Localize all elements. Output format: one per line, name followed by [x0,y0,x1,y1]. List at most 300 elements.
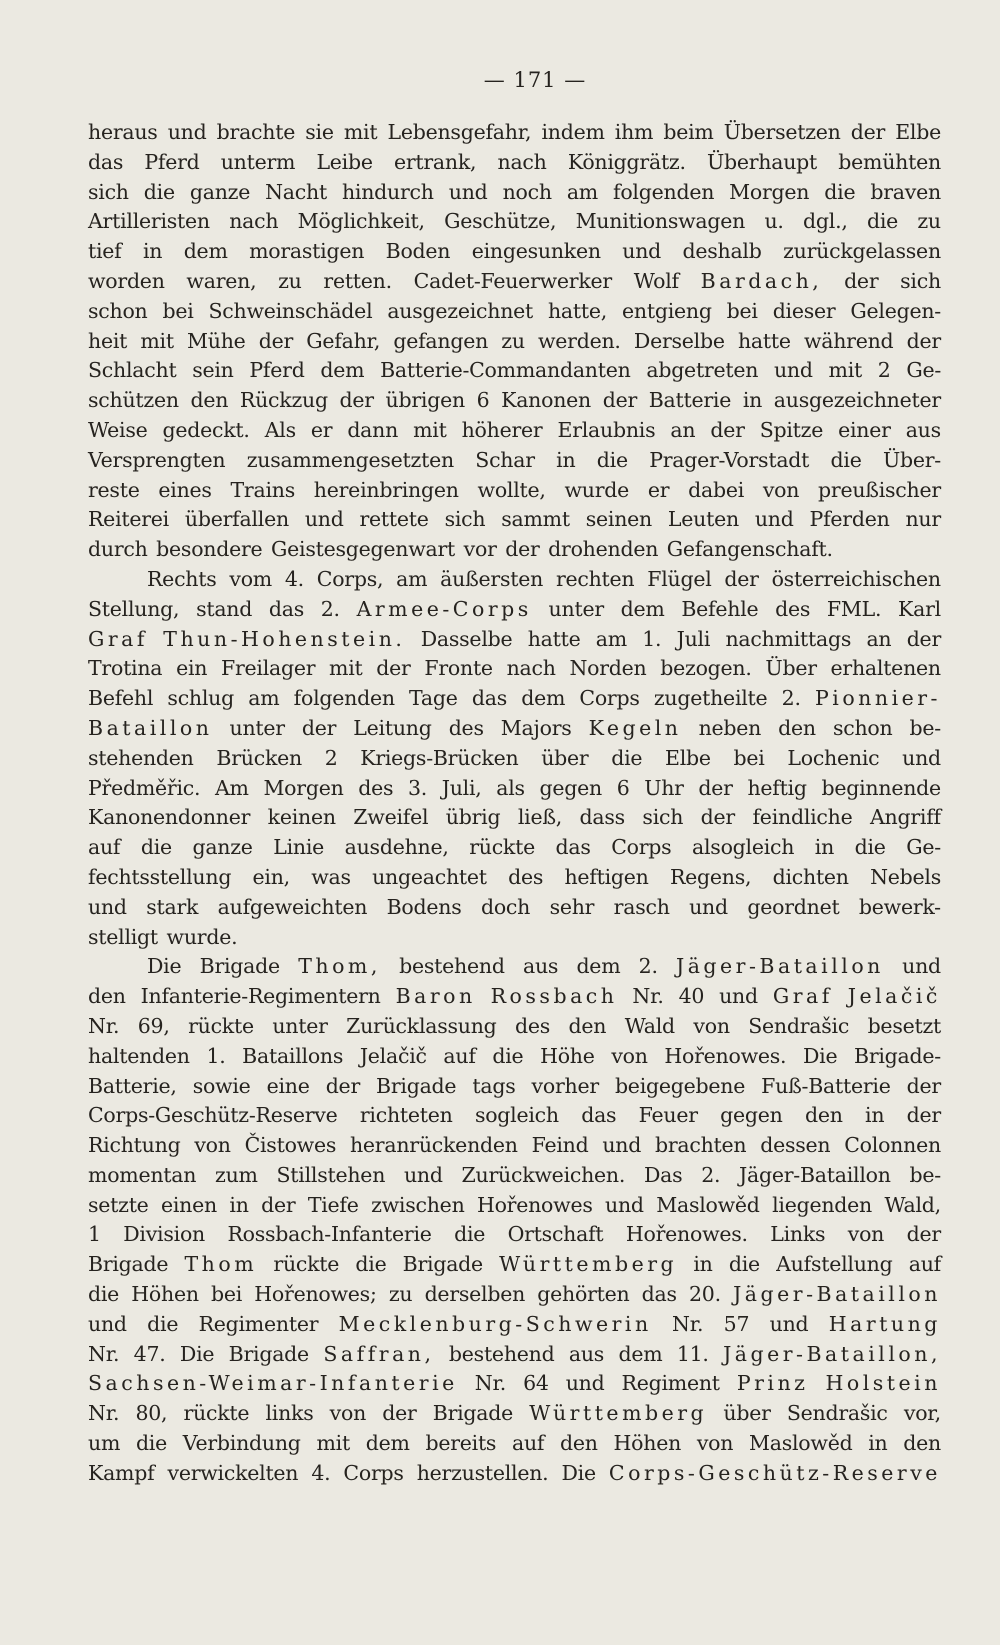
word: Corps [611,835,672,860]
word: Holstein [825,1371,941,1396]
text-line [88,714,941,744]
word: Corps [343,1460,404,1485]
word: braven [870,179,941,204]
word: Die [147,954,182,979]
word: sammt [501,507,570,532]
text-line [88,476,941,506]
word: den [804,1103,843,1128]
text-line [88,982,941,1012]
text-line [88,148,941,178]
word: vor [463,537,497,562]
word: ganze [189,179,251,204]
word: der [724,566,759,591]
word: des [358,775,394,800]
word: dem [618,1341,663,1366]
word: 4. [311,1460,331,1485]
word: zum [215,1162,258,1187]
word: die [611,745,643,770]
word: Leuten [667,507,739,532]
word: von [693,1013,730,1038]
word: in [142,239,163,264]
word: in [868,1431,888,1456]
word: ausdehne, [344,835,449,860]
word: links [265,1401,314,1426]
word: deshalb [682,239,762,264]
word: Jelačič [847,984,941,1009]
word: stelligt [88,924,158,949]
word: rettete [359,507,429,532]
word: Geschütze, [444,209,557,234]
word: Angriff [869,805,941,830]
word: Bardach, [700,268,823,293]
word: der [844,268,879,293]
word: der [700,805,735,830]
word: gegen [720,1103,783,1128]
word: neben [698,715,762,740]
word: gefangen [393,328,489,353]
word: Jelačič [359,1043,427,1068]
text-line [88,535,941,565]
word: Wald, [884,1192,941,1217]
word: Über- [882,447,941,472]
word: heftig [747,775,807,800]
word: die [88,1282,120,1307]
word: hatte, [547,298,608,323]
word: Brigade [228,1341,309,1366]
word: einen [160,1192,217,1217]
word: Höhe [540,1043,595,1068]
word: schützen [88,388,179,413]
word: um [88,1431,121,1456]
word: Kanonendonner [88,805,251,830]
word: dieser [772,298,836,323]
word: Trotina [88,656,163,681]
word: Als [264,417,296,442]
word: Nr. [474,1371,507,1396]
word: den [560,1431,598,1456]
word: Wald [624,1013,675,1038]
word: Bataillons [242,1043,344,1068]
word: in [865,1103,885,1128]
word: eines [158,477,212,502]
word: Links [770,1222,826,1247]
word: 47. [133,1341,166,1366]
word: Regens, [669,864,752,889]
word: Weise [88,417,148,442]
word: am [566,179,598,204]
word: und [902,745,941,770]
word: an [670,417,696,442]
word: Schlacht [88,358,177,383]
word: Armee-Corps [356,596,532,621]
word: Regimenter [198,1311,319,1336]
word: die [830,447,862,472]
word: entgieng [622,298,712,323]
word: einer [838,417,891,442]
word: mit [828,358,862,383]
word: Maslowěd [749,1431,853,1456]
word: zurückgelassen [783,239,941,264]
word: Bodens [386,894,462,919]
word: Feuer [638,1103,698,1128]
word: richteten [359,1103,453,1128]
word: und [88,1311,127,1336]
word: Graf [88,626,148,651]
word: und [602,1133,642,1158]
word: zu [388,1282,413,1307]
word: Gelegen- [850,298,941,323]
word: dem [576,954,621,979]
text-line [88,923,941,953]
text-line [88,595,941,625]
word: be- [909,1162,941,1187]
word: Schweinschädel [208,298,373,323]
word: von [194,1133,231,1158]
word: das [268,596,305,621]
word: seinen [585,507,653,532]
word: Derselbe [633,328,725,353]
word: eine [266,1073,310,1098]
text-line [88,386,941,416]
word: Dasselbe [420,626,513,651]
word: dem [365,1431,410,1456]
word: tief [88,239,122,264]
word: erhaltenen [830,656,941,681]
word: Batterie [648,388,732,413]
word: dem [320,358,365,383]
word: bestehend [399,954,505,979]
word: Württemberg [529,1401,708,1426]
word: Rossbach [490,984,618,1009]
word: von [696,1431,734,1456]
word: 2 [324,745,338,770]
word: rückte [469,835,535,860]
word: Nr. [88,1401,120,1426]
text-line [88,416,941,446]
text-line [88,1101,941,1131]
word: herzustellen. [416,1460,549,1485]
word: Leitung [353,715,432,740]
word: sich [88,179,129,204]
text-line [88,1459,941,1489]
word: Nr. [88,1341,120,1366]
word: das [581,1103,617,1128]
body-text [88,118,941,1489]
word: Pionnier- [814,686,941,711]
text-line [88,1280,941,1310]
word: Über [765,656,817,681]
word: dann [347,417,399,442]
word: Ge- [906,835,941,860]
word: der [325,1073,360,1098]
word: Rechts [147,566,217,591]
text-line [88,1161,941,1191]
word: Brigade [88,1252,169,1277]
word: 6 [616,775,630,800]
word: ein [176,656,208,681]
word: Baron [395,984,476,1009]
word: Überhaupt [706,149,818,174]
word: Zurücklassung [346,1013,497,1038]
word: 2. [320,596,340,621]
word: nach [506,656,556,681]
word: beim [663,120,714,144]
word: vorher [531,1073,599,1098]
word: Spitze [759,417,824,442]
word: der [906,328,941,353]
word: Brigade [432,1401,514,1426]
text-line [88,803,941,833]
word: rückte [273,1252,340,1277]
word: unter [548,596,604,621]
word: der [261,1192,296,1217]
word: mit [140,328,174,353]
text-line [88,1220,941,1250]
word: Richtung [88,1133,181,1158]
word: und [403,1162,443,1187]
word: der [301,715,337,740]
word: und [719,984,758,1009]
word: eingesunken [471,239,601,264]
word: Nacht [265,179,327,204]
word: aus [905,417,941,442]
word: in [693,1252,713,1277]
word: waren, [186,268,257,293]
word: Stellung, [88,596,180,621]
word: schon [832,715,893,740]
word: Höhen [131,1282,199,1307]
word: Juli, [441,775,482,800]
word: heit [88,328,128,353]
word: Flügel [647,566,712,591]
word: Gefangenschaft. [666,537,833,562]
word: in [556,447,576,472]
word: unterm [220,149,296,174]
word: Hořenowes [476,1192,593,1217]
word: 2 [877,358,891,383]
word: Prager-Vorstadt [649,447,810,472]
word: Übersetzen [723,120,841,144]
word: geordnet [747,894,840,919]
word: brachte [216,120,296,144]
word: schon [88,298,148,323]
text-line [88,1429,941,1459]
word: Saffran, [323,1341,435,1366]
word: retten. [323,268,392,293]
word: Morgen [729,179,810,204]
page-number: — 171 — [483,68,587,92]
word: aufgeweichten [217,894,368,919]
word: worden [88,268,165,293]
word: be- [909,715,941,740]
word: Corps [579,686,640,711]
word: sich [642,805,684,830]
word: der [602,388,638,413]
word: zu [501,328,525,353]
word: Sachsen-Weimar-Infanterie [88,1371,458,1396]
word: die [728,1252,760,1277]
word: 1 [88,1222,101,1247]
word: Kanonen [501,388,592,413]
word: doch [480,894,531,919]
text-line [88,505,941,535]
word: und [565,1371,605,1396]
word: zugetheilte [653,686,768,711]
word: heranrückenden [349,1133,518,1158]
word: sich [444,507,486,532]
word: feindliche [752,805,853,830]
word: Artilleristen [88,209,210,234]
word: Hořenowes. [625,1222,748,1247]
word: Juli [676,626,711,651]
word: von [611,1043,648,1068]
word: zu [917,209,941,234]
word: FML. [826,596,882,621]
word: Brigade- [854,1043,941,1068]
word: Trains [230,477,295,502]
word: Erlaubnis [557,417,656,442]
word: heraus [88,120,158,144]
word: nach [497,149,547,174]
word: rasch [613,894,670,919]
word: morastigen [249,239,365,264]
word: Wolf [633,268,679,293]
word: die [454,1222,486,1247]
word: tags [472,1073,516,1098]
word: brachten [654,1133,747,1158]
word: heftigen [564,864,649,889]
word: folgenden [293,686,395,711]
word: keinen [267,805,336,830]
word: Nebels [870,864,941,889]
word: als [496,775,525,800]
word: die [143,179,175,204]
text-line [88,237,941,267]
word: Zurückweichen. [461,1162,626,1187]
word: Jäger-Bataillon [675,954,884,979]
text-line [88,1369,941,1399]
word: gedeckt. [162,417,250,442]
word: Jäger-Bataillon, [723,1341,941,1366]
word: die [135,1431,167,1456]
word: 20. [689,1282,721,1307]
word: haltenden [88,1043,190,1068]
word: und [769,1311,809,1336]
word: dichten [772,864,849,889]
word: und [304,507,344,532]
word: Die [179,1341,215,1366]
word: werden. [537,328,621,353]
word: hatte [527,626,581,651]
word: durch [88,537,148,562]
word: dass [579,805,625,830]
text-line [88,952,941,982]
word: Elbe [665,745,711,770]
word: indem [541,120,605,144]
word: Infanterie-Regimentern [140,984,381,1009]
word: des [775,596,811,621]
word: Verbindung [182,1431,301,1456]
word: auf [443,1043,476,1068]
word: derselben [424,1282,526,1307]
word: Corps-Geschütz-Reserve [608,1460,941,1485]
text-line [88,565,941,595]
word: Württemberg [499,1252,678,1277]
text-line [88,1191,941,1221]
text-line [88,1399,941,1429]
word: in [814,835,835,860]
word: Regiment [621,1371,720,1396]
text-line [88,1131,941,1161]
word: Hartung [828,1311,941,1336]
text-line [88,207,941,237]
word: bezogen. [660,656,752,681]
word: gehörten [537,1282,630,1307]
word: besondere [156,537,263,562]
word: Čistowes [244,1133,337,1158]
word: reste [88,477,140,502]
text-line [88,774,941,804]
text-line [88,327,941,357]
word: höherer [461,417,543,442]
word: vom [229,566,272,591]
word: Höhen [613,1431,682,1456]
word: am [595,626,627,651]
word: das [88,149,124,174]
text-line [88,684,941,714]
word: stehenden [88,745,194,770]
text-line [88,118,941,148]
word: Hořenowes. [664,1043,787,1068]
word: in [742,388,763,413]
word: Versprengten [88,447,226,472]
word: Kriegs-Brücken [360,745,519,770]
word: 40 [678,984,705,1009]
word: mit [329,656,363,681]
text-line [88,625,941,655]
word: der [906,1103,941,1128]
word: am [248,686,280,711]
word: Schar [475,447,535,472]
word: Prinz [736,1371,809,1396]
word: Kampf [88,1460,155,1485]
word: liegenden [772,1192,873,1217]
text-line [88,863,941,893]
word: Tage [409,686,458,711]
word: bei [733,745,765,770]
word: zwischen [371,1192,465,1217]
word: dessen [760,1133,831,1158]
word: und [622,239,662,264]
word: dem [183,239,228,264]
word: die [355,1252,387,1277]
word: von [847,1222,885,1247]
word: Mecklenburg-Schwerin [338,1311,652,1336]
word: Tiefe [307,1192,359,1217]
word: Königgrätz. [567,149,686,174]
word: die [492,1043,524,1068]
word: bei [162,298,194,323]
word: und [754,507,794,532]
word: unter [272,1013,328,1038]
text-line [88,1250,941,1280]
word: setzte [88,1192,149,1217]
word: ganze [192,835,253,860]
word: verwickelten [167,1460,299,1485]
word: 69, [137,1013,170,1038]
text-line [88,446,941,476]
word: dem [521,686,566,711]
